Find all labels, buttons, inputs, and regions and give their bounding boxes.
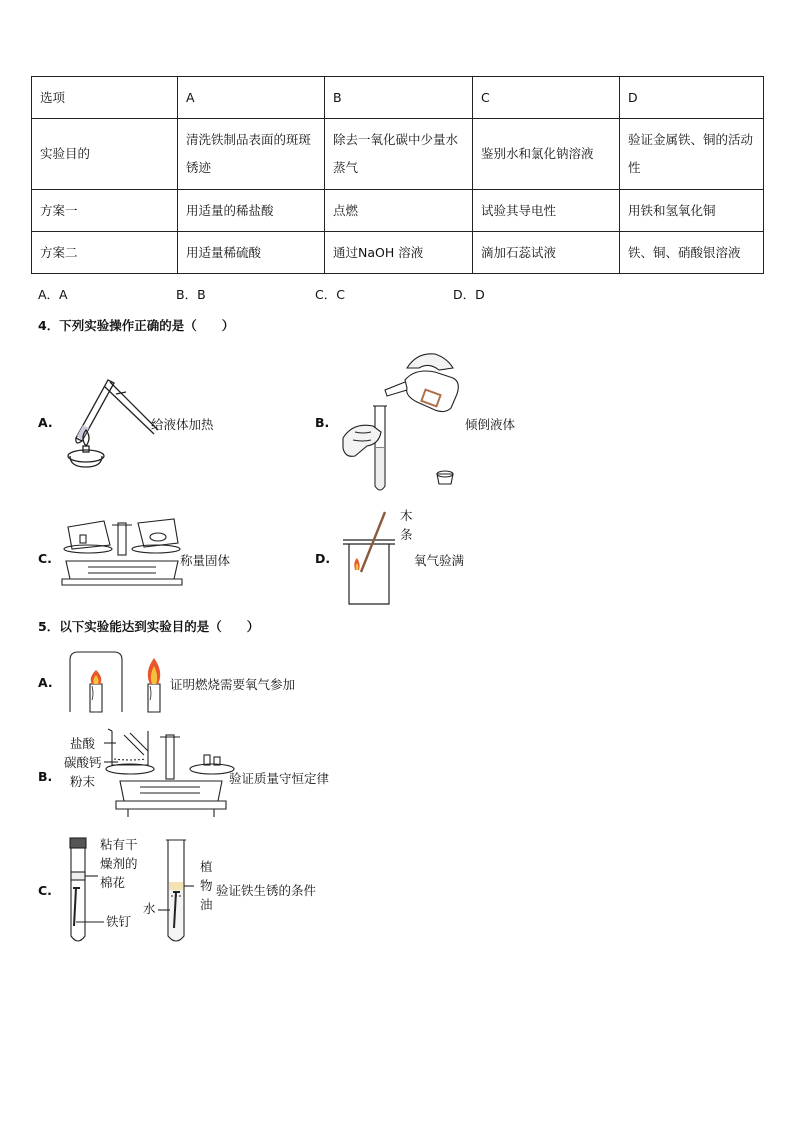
q3-option-c[interactable]: C．C <box>315 287 345 302</box>
table-cell: 用适量稀硫酸 <box>178 232 325 274</box>
b-label-powder: 粉末 <box>70 774 96 789</box>
candle-experiment-figure <box>64 650 174 716</box>
table-row <box>32 119 764 190</box>
b-label-calcium-carbonate: 碳酸钙 <box>64 755 102 770</box>
table-row <box>32 190 764 232</box>
c-label-drying-1: 粘有干 <box>100 837 138 852</box>
table-cell: 用适量的稀盐酸 <box>178 190 325 232</box>
c-label-oil-3: 油 <box>200 897 213 912</box>
q5-option-b-caption: 验证质量守恒定律 <box>229 771 330 786</box>
heating-liquid-figure <box>58 372 163 472</box>
b-label-hydrochloric: 盐酸 <box>70 736 96 751</box>
q3-option-b[interactable]: B．B <box>176 287 206 302</box>
q5-stem: 5．以下实验能达到实验目的是（ ） <box>38 619 260 634</box>
q4-option-b-letter[interactable]: B. <box>315 415 330 430</box>
q4-option-d-letter[interactable]: D. <box>315 551 331 566</box>
table-cell: 滴加石蕊试液 <box>473 232 620 274</box>
table-cell: 铁、铜、硝酸银溶液 <box>620 232 764 274</box>
q5-option-b-letter[interactable]: B. <box>38 769 53 784</box>
table-cell: 鉴别水和氯化钠溶液 <box>473 119 620 190</box>
q3-option-d[interactable]: D．D <box>453 287 485 302</box>
table-cell: 除去一氧化碳中少量水蒸气 <box>325 119 473 190</box>
q4-option-a-caption: 给液体加热 <box>151 417 214 432</box>
q5-option-c-letter[interactable]: C. <box>38 883 52 898</box>
c-label-water: 水 <box>143 901 156 916</box>
table-cell: B <box>325 77 473 119</box>
table-cell: 选项 <box>32 77 178 119</box>
c-label-cotton: 棉花 <box>100 875 126 890</box>
q4-option-a-letter[interactable]: A. <box>38 415 53 430</box>
c-label-oil-2: 物 <box>200 878 213 893</box>
balance-scale-figure <box>58 515 183 597</box>
table-cell: 方案二 <box>32 232 178 274</box>
table-cell: 用铁和氢氧化铜 <box>620 190 764 232</box>
table-header-row <box>32 77 764 119</box>
table-cell: 验证金属铁、铜的活动性 <box>620 119 764 190</box>
q4-option-c-letter[interactable]: C. <box>38 551 52 566</box>
table-cell: 点燃 <box>325 190 473 232</box>
q3-option-a[interactable]: A．A <box>38 287 68 302</box>
q5-option-a-letter[interactable]: A. <box>38 675 53 690</box>
q4-option-c-caption: 称量固体 <box>180 553 231 568</box>
wood-label-1: 木 <box>400 508 413 523</box>
experiment-table <box>31 76 764 274</box>
c-label-iron-nail: 铁钉 <box>106 914 132 929</box>
q4-option-b-caption: 倾倒液体 <box>465 417 516 432</box>
table-row <box>32 232 764 274</box>
table-cell: 方案一 <box>32 190 178 232</box>
table-cell: A <box>178 77 325 119</box>
table-cell: 实验目的 <box>32 119 178 190</box>
table-cell: 清洗铁制品表面的斑斑锈迹 <box>178 119 325 190</box>
table-cell: C <box>473 77 620 119</box>
mass-conservation-figure <box>104 725 236 825</box>
c-label-oil-1: 植 <box>200 859 213 874</box>
q4-stem: 4．下列实验操作正确的是（ ） <box>38 318 235 333</box>
table-cell: D <box>620 77 764 119</box>
table-cell: 通过NaOH 溶液 <box>325 232 473 274</box>
table-cell: 试验其导电性 <box>473 190 620 232</box>
q5-option-c-caption: 验证铁生锈的条件 <box>216 883 317 898</box>
q4-option-d-caption: 氧气验满 <box>414 553 465 568</box>
pouring-liquid-figure <box>335 348 470 498</box>
q5-option-a-caption: 证明燃烧需要氧气参加 <box>170 677 296 692</box>
wood-label-2: 条 <box>400 527 413 542</box>
c-label-drying-2: 燥剂的 <box>100 856 138 871</box>
